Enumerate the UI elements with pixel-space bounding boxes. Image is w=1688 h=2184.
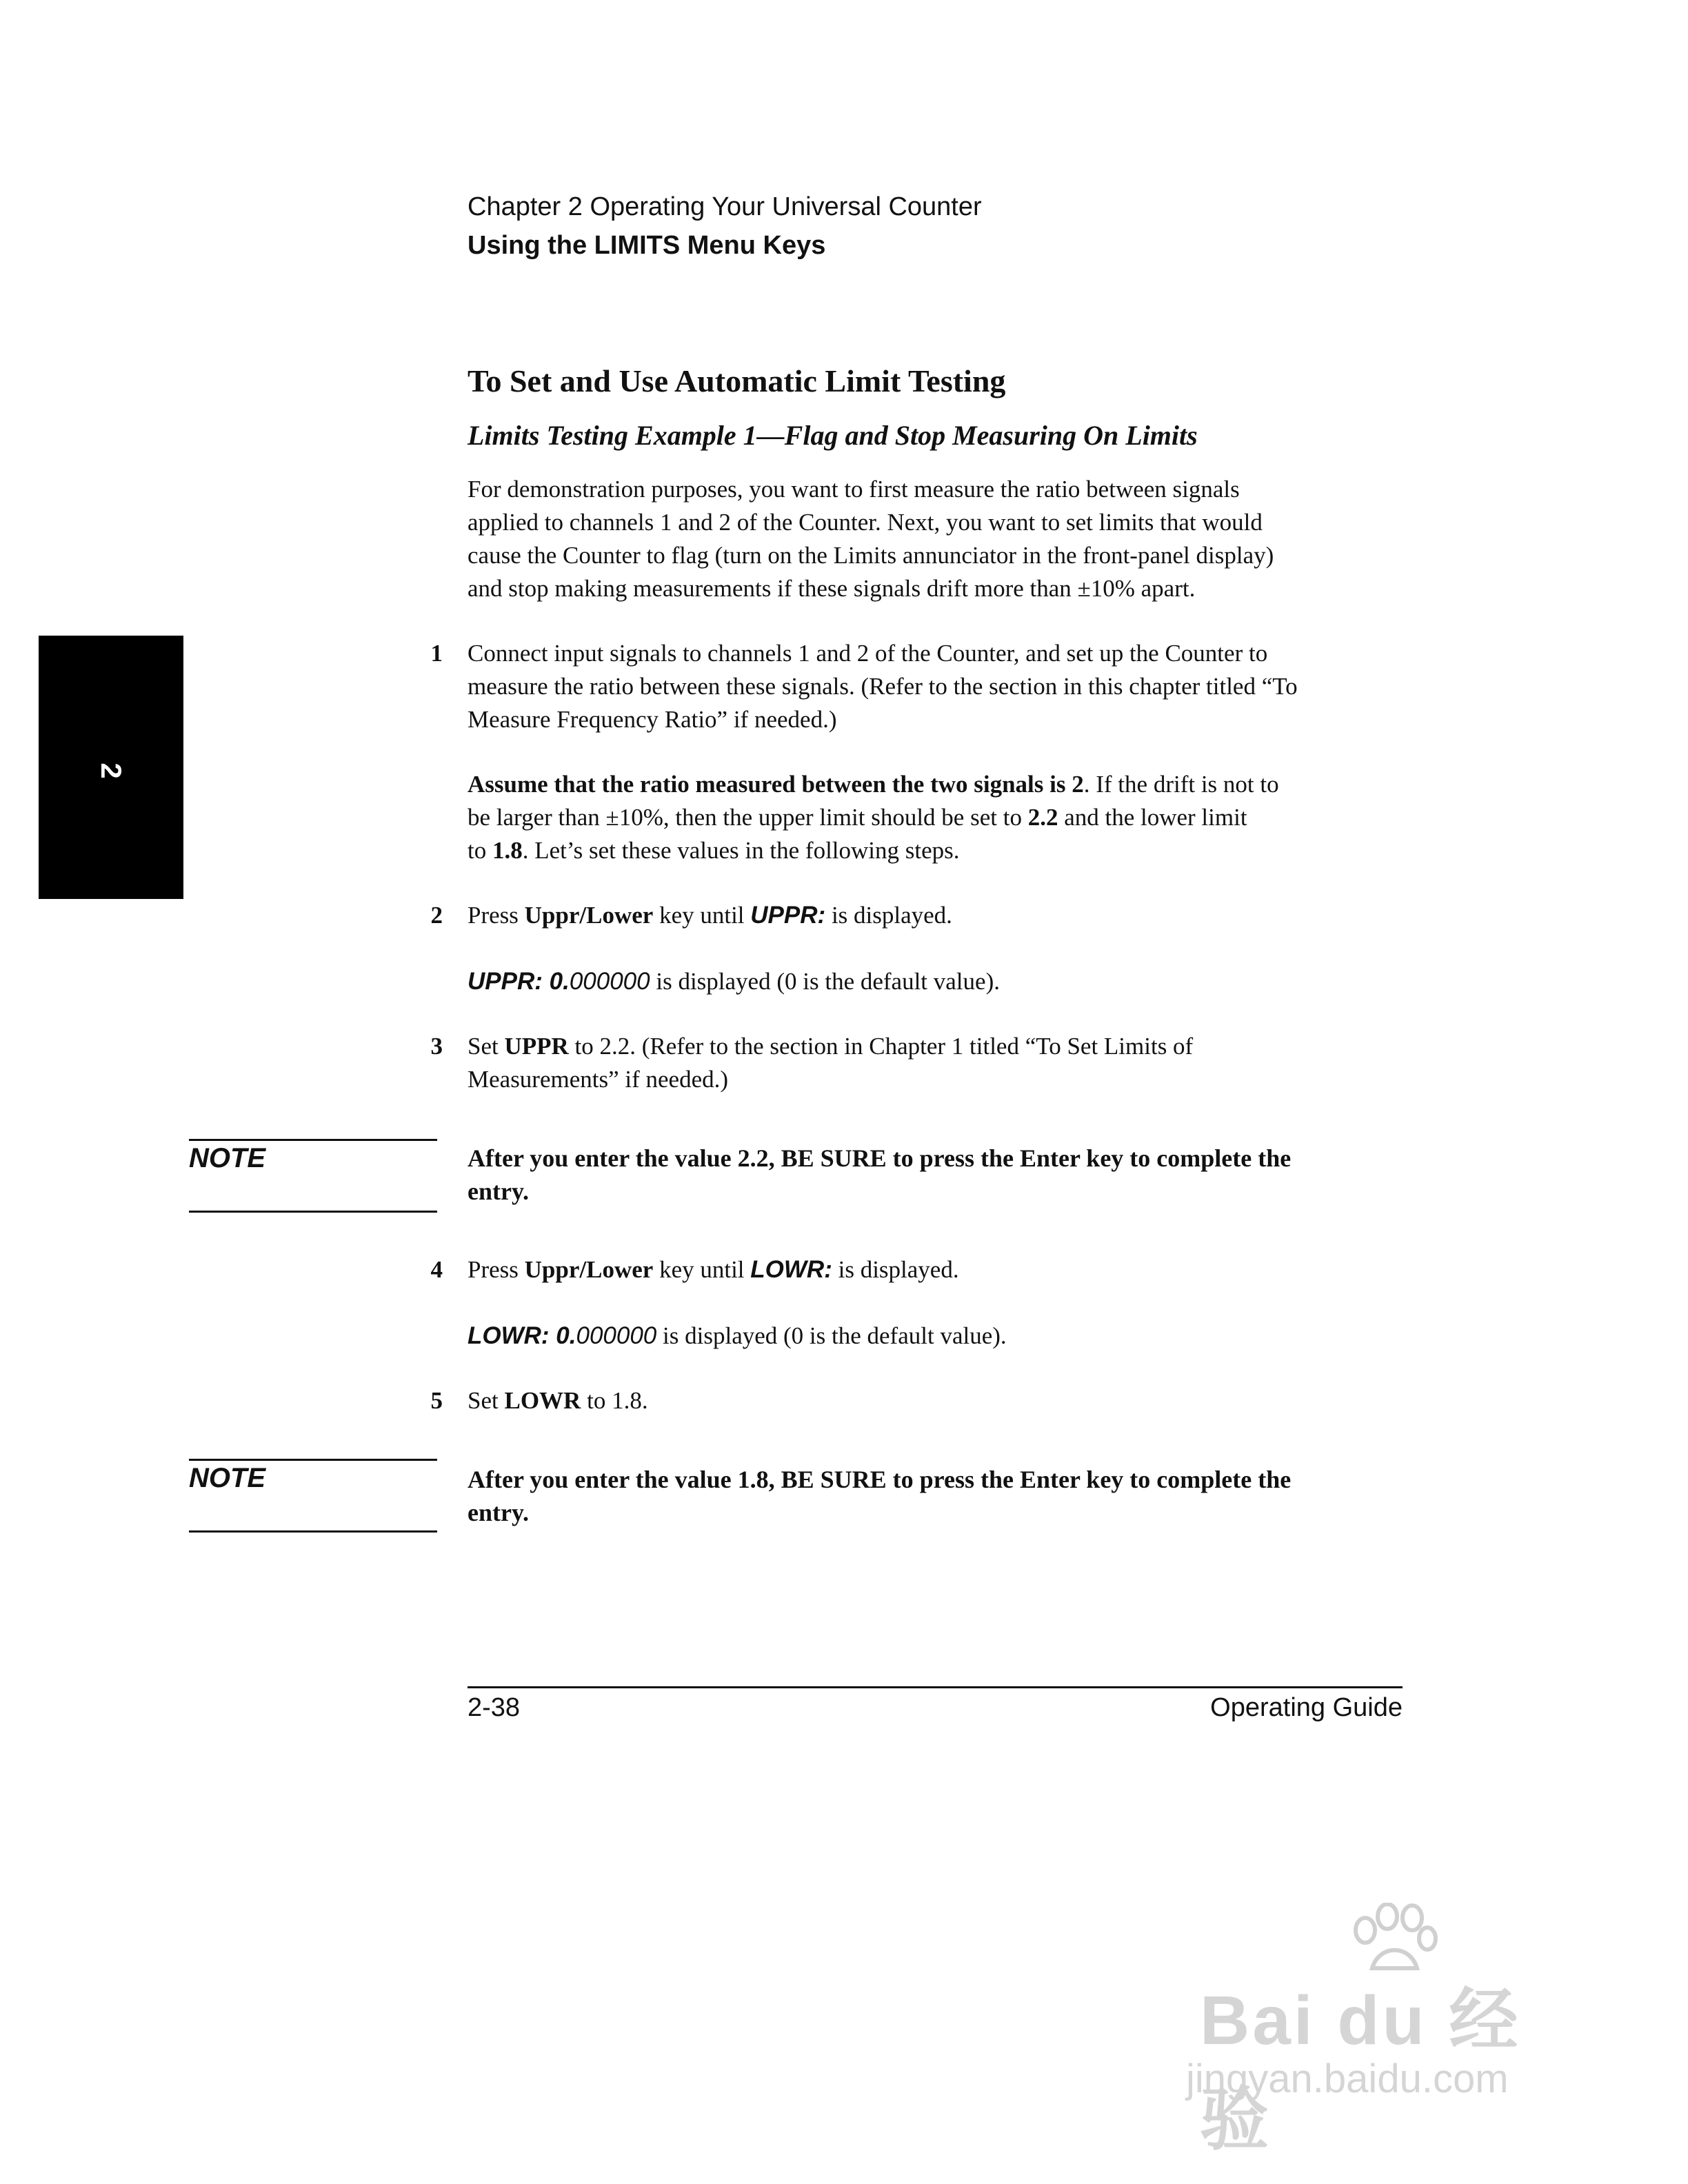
- text-run: to 1.8.: [581, 1387, 648, 1414]
- text-run: Press: [468, 1256, 525, 1283]
- upper-limit-value: 2.2: [1027, 804, 1058, 831]
- text-run: and the lower limit: [1058, 804, 1247, 831]
- intro-line: applied to channels 1 and 2 of the Counter. Next, you want to set limits that would: [468, 509, 1263, 536]
- step-number: 2: [430, 902, 443, 929]
- note-line: entry.: [468, 1499, 529, 1526]
- page-number: 2-38: [468, 1693, 521, 1722]
- text-run: Press: [468, 902, 525, 929]
- step-number: 1: [430, 640, 443, 667]
- display-readout: LOWR:: [750, 1256, 832, 1283]
- intro-line: For demonstration purposes, you want to first measure the ratio between signals: [468, 476, 1240, 503]
- running-header: [468, 188, 982, 265]
- footer-guide-title: Operating Guide: [1210, 1693, 1403, 1722]
- assumption-line: [468, 834, 1405, 867]
- display-readout-digits: 000000: [569, 968, 650, 995]
- watermark-url: jingyan.baidu.com: [1186, 2056, 1509, 2101]
- step-4-text: [468, 1253, 1405, 1286]
- text-run: key until: [653, 902, 751, 929]
- text-run: is displayed.: [825, 902, 952, 929]
- step-number: 4: [430, 1256, 443, 1283]
- intro-paragraph: [468, 473, 1405, 605]
- chapter-tab-number: 2: [95, 762, 128, 779]
- chapter-tab: [39, 636, 183, 899]
- note-label: NOTE: [189, 1463, 266, 1493]
- note-rule-bottom: [189, 1211, 437, 1213]
- display-readout: UPPR:: [750, 902, 826, 929]
- step-line: [468, 1030, 1405, 1063]
- step-line: measure the ratio between these signals. (Refer to the section in this chapter titled “To: [468, 673, 1298, 700]
- watermark-brand: Bai du 经验: [1200, 1982, 1521, 2158]
- note-line: entry.: [468, 1177, 529, 1205]
- text-run: is displayed (0 is the default value).: [650, 968, 1000, 995]
- step-line: Measure Frequency Ratio” if needed.): [468, 706, 837, 733]
- assumption-line: [468, 801, 1405, 834]
- step-1-text: [468, 637, 1405, 736]
- step-1-assumption: [468, 768, 1405, 867]
- note-rule-bottom: [189, 1530, 437, 1533]
- text-run: Set: [468, 1033, 505, 1060]
- text-run: be larger than ±10%, then the upper limit should be set to: [468, 804, 1028, 831]
- key-name: UPPR: [504, 1033, 569, 1060]
- section-title: Using the LIMITS Menu Keys: [468, 231, 826, 260]
- intro-line: and stop making measurements if these signals drift more than ±10% apart.: [468, 575, 1196, 602]
- note-label: NOTE: [189, 1143, 266, 1173]
- text-run: Set: [468, 1387, 505, 1414]
- text-run: key until: [653, 1256, 751, 1283]
- chapter-title: Chapter 2 Operating Your Universal Counter: [468, 192, 982, 221]
- display-readout-digits: 000000: [576, 1322, 657, 1349]
- text-run: . Let’s set these values in the following steps.: [522, 837, 960, 864]
- display-readout: UPPR: 0.: [468, 968, 570, 995]
- note-line: After you enter the value 1.8, BE SURE to press the Enter key to complete the: [468, 1466, 1292, 1493]
- note-1-text: [468, 1142, 1405, 1208]
- step-number: 5: [430, 1387, 443, 1414]
- note-rule-top: [189, 1139, 437, 1141]
- step-2-result: [468, 965, 1405, 998]
- note-rule-top: [189, 1459, 437, 1461]
- intro-line: cause the Counter to flag (turn on the Limits annunciator in the front-panel display): [468, 542, 1274, 569]
- baidu-watermark: [1172, 1903, 1586, 2158]
- assumption-line: [468, 768, 1405, 801]
- step-line: Measurements” if needed.): [468, 1066, 729, 1093]
- key-name: LOWR: [504, 1387, 581, 1414]
- page-heading: To Set and Use Automatic Limit Testing: [468, 363, 1006, 398]
- lower-limit-value: 1.8: [492, 837, 523, 864]
- note-2-text: [468, 1463, 1405, 1529]
- text-run: is displayed.: [832, 1256, 959, 1283]
- example-heading: Limits Testing Example 1—Flag and Stop Measuring On Limits: [468, 420, 1198, 451]
- key-name: Uppr/Lower: [524, 902, 654, 929]
- text-run: to 2.2. (Refer to the section in Chapter 1 titled “To Set Limits of: [568, 1033, 1194, 1060]
- text-run: to: [468, 837, 492, 864]
- step-4-result: [468, 1320, 1405, 1353]
- assumption-bold: Assume that the ratio measured between the two signals is 2: [468, 771, 1084, 798]
- step-5-text: [468, 1384, 1405, 1417]
- text-run: is displayed (0 is the default value).: [656, 1322, 1007, 1349]
- footer-rule: [468, 1686, 1403, 1688]
- step-line: Connect input signals to channels 1 and 2 of the Counter, and set up the Counter to: [468, 640, 1268, 667]
- step-3-text: [468, 1030, 1405, 1096]
- key-name: Uppr/Lower: [524, 1256, 654, 1283]
- display-readout: LOWR: 0.: [468, 1322, 576, 1349]
- assumption-rest: . If the drift is not to: [1083, 771, 1279, 798]
- note-line: After you enter the value 2.2, BE SURE to press the Enter key to complete the: [468, 1144, 1292, 1172]
- step-2-text: [468, 899, 1405, 932]
- step-number: 3: [430, 1033, 443, 1060]
